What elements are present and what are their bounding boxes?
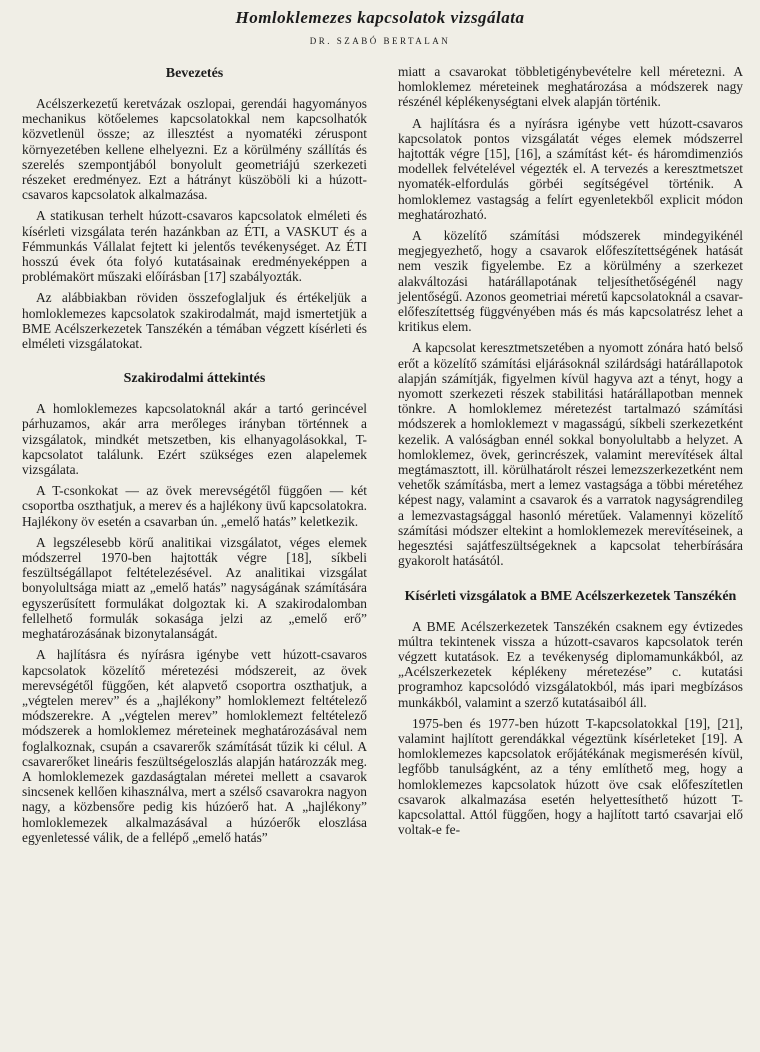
paragraph: 1975-ben és 1977-ben húzott T-kapcsolatokkal [19], [21], valamint hajlított gerendákkal végeztünk kísérleteket [19]. A homloklemezes kapcsolatok erőjátékának megismerésén kívül, legfőbb tanulságként, az a tény említhető meg, hogy a homloklemezes kapcsolatok húzott öve csak előfeszítetlen csavarok alkalmazása esetén helyettesíthető húzott T-kapcsolattal. Attól függően, hogy a hajlított tartó csavarjai elő voltak-e fe- (398, 715, 743, 838)
paragraph: A hajlításra és a nyírásra igénybe vett húzott-csavaros kapcsolatok pontos vizsgálatát véges elemek módszerrel hajtották végre [15], [16], a számítást két- és háromdimenziós modellek felvételével végezték el. A tervezés a keresztmetszet nyomaték-elfordulás görbéi segítségével történik. A homloklemez vastagság a felírt egyenletekből explicit módon meghatározható. (398, 115, 743, 222)
paragraph: Az alábbiakban röviden összefoglaljuk és értékeljük a homloklemezes kapcsolatok szakirodalmát, majd ismertetjük a BME Acélszerkezetek Tanszékén a témában végzett kísérleti és elméleti vizsgálatokat. (22, 290, 367, 352)
paragraph: A közelítő számítási módszerek mindegyikénél megjegyezhető, hogy a csavarok előfeszítettségének hatását nem veszik figyelembe. Ez a körülmény a szerkezet alakváltozási határállapotának teljesíthetőségénél nagy jelentőségű. Azonos geometriai méretű kapcsolatoknál a csavar-előfeszítettség függvényében más és más kapcsolatrész lehet a kritikus elem. (398, 228, 743, 335)
paragraph: A BME Acélszerkezetek Tanszékén csaknem egy évtizedes múltra tekintenek vissza a húzott-csavaros kapcsolatok terén végzett kutatások. Ez a tevékenység diplomamunkákból, az „Acélszerkezetek képlékeny méretezése” c. kutatási programhoz kapcsolódó vizsgálatokból, más ipari megbízásos munkákból, valamint a szerző kutatásaiból áll. (398, 618, 743, 710)
paragraph: A legszélesebb körű analitikai vizsgálatot, véges elemek módszerrel 1970-ben hajtották végre [18], síkbeli feszültségállapot feltételezésével. Az analitikai vizsgálat bonyolultsága miatt az „emelő hatás” nagyságának számítására egyszerűsített formulákat dolgoztak ki. A szakirodalomban fellelhető formulák sokasága jelzi az „emelő erő” meghatározásának bizonytalanságát. (22, 534, 367, 642)
section-heading-introduction: Bevezetés (165, 66, 224, 81)
right-column (398, 64, 743, 843)
article-author: DR. SZABÓ BERTALAN (309, 36, 451, 46)
paragraph: A T-csonkokat — az övek merevségétől függően — két csoportba oszthatjuk, a merev és a hajlékony üvű kapcsolatokra. Hajlékony öv esetén a csavarban ún. „emelő hatás” keletkezik. (22, 483, 367, 529)
article-title: Homloklemezes kapcsolatok vizsgálata (235, 8, 525, 27)
section-heading-literature: Szakirodalmi áttekintés (123, 371, 266, 387)
paragraph: Acélszerkezetű keretvázak oszlopai, gerendái hagyományos mechanikus kötőelemes kapcsolatokkal nem kapcsolhatók közvetlenül össze; az illesztést a nyomatéki zéruspont környezetében kellene elhelyezni. Ez a körülmény szállítás és szerelés szempontjából bonyolult geometriájú szerkezeti részeket eredményez. Ezt a hátrányt küszöböli ki a húzott-csavaros kapcsolatok alkalmazása. (22, 96, 367, 203)
paragraph: A kapcsolat keresztmetszetében a nyomott zónára ható belső erőt a közelítő számítási eljárásoknál szilárdsági határállapotok alapján számítják, figyelmen kívül hagyva azt a tényt, hogy a nyomott szerkezeti részek stabilitási határállapotban mennek tönkre. A homloklemez méretezést tartalmazó számítási módszerek a homloklemezt v magasságú, síkbeli szerkezetként kezelik. A valóságban ennél sokkal bonyolultabb a helyzet. A homloklemez, övek, gerincrészek, valamint merevítések által megtámasztott, ill. körülhatárolt részei lemezszerkezetként nem vehetők számításba, mert a lemez vastagsága a többi méretéhez képest nagy, valamint a csavarok és a varratok nagyságrendileg a lemezvastagsággal hasonló méretűek. Valamennyi közelítő számítási módszer eltekint a homloklemezek merevítéseinek, a hegesztési sajátfeszültségeknek a kapcsolat teherbírására gyakorolt hatásától. (398, 340, 743, 569)
paragraph: A hajlításra és nyírásra igénybe vett húzott-csavaros kapcsolatok közelítő méretezési módszereit, az övek merevségétől függően, két alapvető csoportra oszthatjuk, a „végtelen merev” és a „hajlékony” homloklemezt feltételező módszerekre. A „végtelen merev” homloklemezt feltételező módszerek a homloklemez méreteinek meghatározásával nem foglalkoznak, csupán a csavarerők számítását tűzik ki célul. A csavarerőket lineáris feszültségeloszlás alapján határozzák meg. A homloklemezek gazdaságtalan méretei mellett a csavarok sincsenek kellően kihasználva, mert a szélső csavarokra nagyon nagy, a közbensőre pedig kis húzóerő hat. A „hajlékony” homloklemezek alkalmazásával a húzóerők eloszlása egyenletessé válik, de a fellépő „emelő hatás” (22, 647, 367, 845)
section-heading-experiments: Kísérleti vizsgálatok a BME Acélszerkezetek Tanszékén (404, 588, 737, 604)
left-column (22, 64, 367, 851)
paragraph: A homloklemezes kapcsolatoknál akár a tartó gerincével párhuzamos, akár arra merőleges irányban történnek a vizsgálatok, mindkét metszetben, kis elhanyagolásokkal, T-kapcsolatot találunk. Ezért szükséges ezen alapelemek vizsgálata. (22, 401, 367, 478)
paragraph: miatt a csavarokat többletigénybevételre kell méretezni. A homloklemez méreteinek meghatározása a módszerek nagy részénél képlékenységtani elvek alapján történik. (398, 64, 743, 110)
paragraph: A statikusan terhelt húzott-csavaros kapcsolatok elméleti és kísérleti vizsgálata terén hazánkban az ÉTI, a VASKUT és a Fémmunkás Vállalat fejtett ki jelentős tevékenységet. Az ÉTI hosszú évek óta folyó kutatásainak eredményeképpen a problémakört műszaki előírásban [17] szabályozták. (22, 208, 367, 285)
